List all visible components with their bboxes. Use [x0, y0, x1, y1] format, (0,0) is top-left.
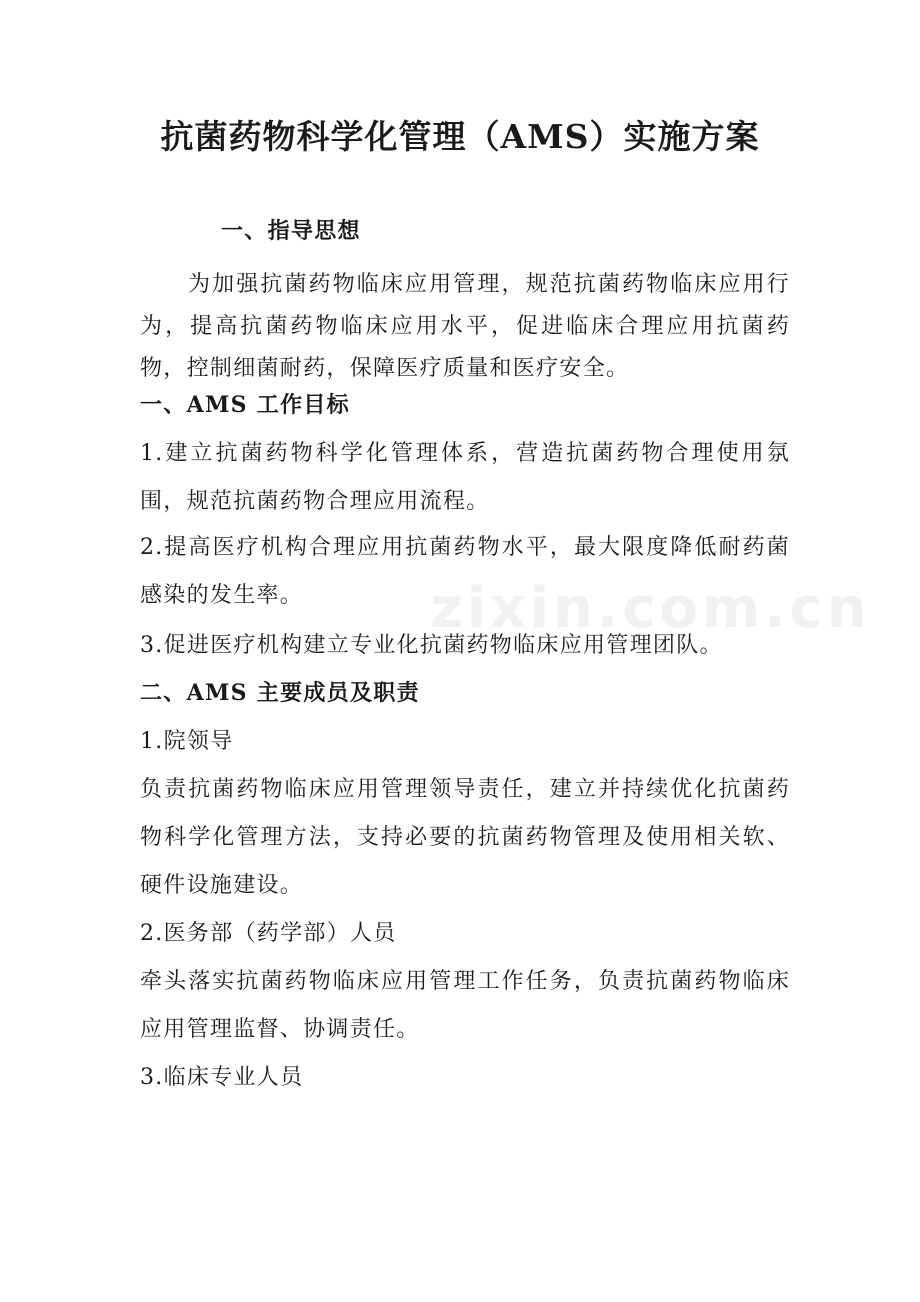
document-title: 抗菌药物科学化管理（AMS）实施方案 — [160, 117, 760, 156]
section-heading-guiding-ideology: 一、指导思想 — [221, 218, 361, 244]
section-heading-members-duties: 二、AMS 主要成员及职责 — [140, 680, 420, 706]
work-goal-item: 2.提高医疗机构合理应用抗菌药物水平，最大限度降低耐药菌感染的发生率。 — [140, 535, 790, 608]
work-goal-item: 3.促进医疗机构建立专业化抗菌药物临床应用管理团队。 — [140, 633, 723, 658]
guiding-ideology-paragraph: 为加强抗菌药物临床应用管理，规范抗菌药物临床应用行为，提高抗菌药物临床应用水平，促进临床合理应用抗菌药物，控制细菌耐药，保障医疗质量和医疗安全。 — [140, 272, 790, 381]
watermark-text: zixin.com.cn — [430, 576, 871, 641]
role-desc-hospital-leaders: 负责抗菌药物临床应用管理领导责任，建立并持续优化抗菌药物科学化管理方法，支持必要的抗菌药物管理及使用相关软、硬件设施建设。 — [140, 777, 790, 898]
section-heading-work-goals: 一、AMS 工作目标 — [140, 392, 350, 418]
role-label-medical-dept: 2.医务部（药学部）人员 — [140, 921, 397, 946]
work-goal-item: 1.建立抗菌药物科学化管理体系，营造抗菌药物合理使用氛围，规范抗菌药物合理应用流程。 — [140, 441, 790, 514]
role-desc-medical-dept: 牵头落实抗菌药物临床应用管理工作任务，负责抗菌药物临床应用管理监督、协调责任。 — [140, 969, 790, 1042]
role-label-hospital-leaders: 1.院领导 — [140, 729, 234, 754]
role-label-clinical-staff: 3.临床专业人员 — [140, 1065, 304, 1090]
